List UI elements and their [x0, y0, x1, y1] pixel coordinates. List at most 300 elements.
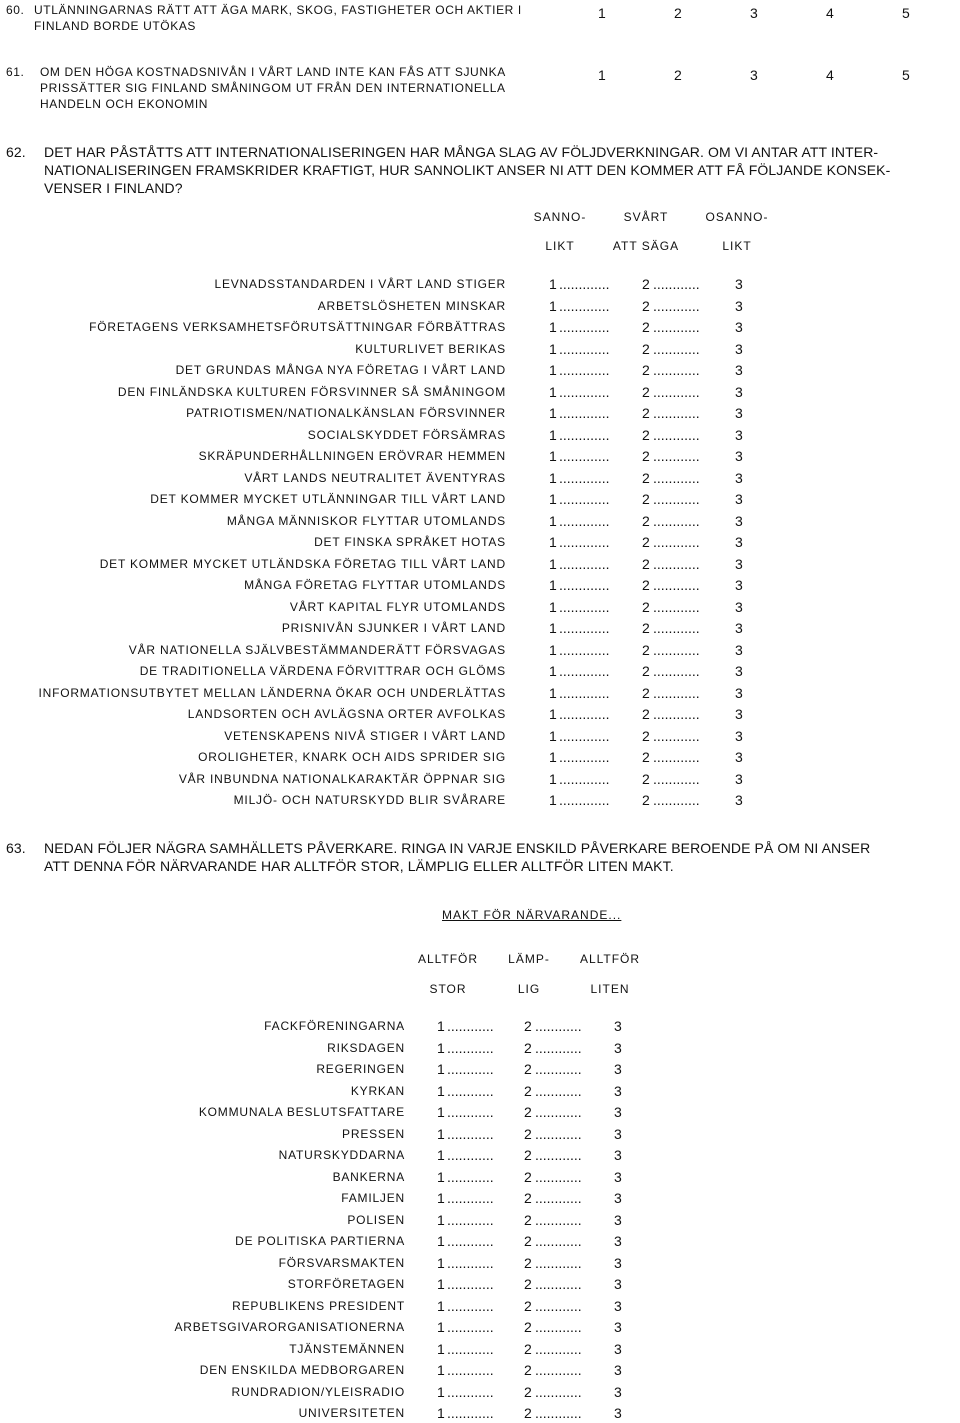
scale-option[interactable]: 3 [735, 276, 743, 292]
scale-option[interactable]: 2 [642, 383, 650, 400]
scale-leader-dots: ............ [653, 684, 700, 701]
item-row [0, 469, 743, 488]
scale-option[interactable]: 3 [735, 641, 743, 658]
scale-option[interactable]: 1 [437, 1082, 445, 1099]
scale-option[interactable]: 3 [735, 684, 743, 701]
scale-leader-dots: ............ [653, 770, 700, 787]
scale-option[interactable]: 3 [735, 620, 743, 636]
column-header: LIKT [722, 239, 752, 253]
scale-leader-dots: ............ [447, 1405, 494, 1421]
scale-leader-dots: ............ [447, 1297, 494, 1314]
scale-option[interactable]: 3 [614, 1147, 622, 1163]
question-text: DET HAR PÅSTÅTTS ATT INTERNATIONALISERINGEN HAR MÅNGA SLAG AV FÖLJDVERKNINGAR. OM VI ANTAR ATT INTER- NATIONALISERINGEN FRAMSKRIDER KRAFTIGT, HUR SANNOLIKT ANSER NI ATT DEN KOMMER ATT FÅ FÖLJANDE KONSEK- VENSER I FINLAND? [44, 144, 891, 196]
scale-option[interactable]: 1 [437, 1383, 445, 1400]
scale-option[interactable]: 1 [549, 727, 557, 744]
scale-option[interactable]: 1 [437, 1211, 445, 1228]
scale-leader-dots: ............ [535, 1340, 582, 1357]
scale-option[interactable]: 1 [549, 362, 557, 378]
scale-leader-dots: ............ [447, 1125, 494, 1142]
scale-option[interactable]: 3 [614, 1018, 622, 1034]
item-row [0, 684, 743, 703]
scale-option[interactable]: 4 [826, 5, 834, 21]
scale-option[interactable]: 3 [614, 1061, 622, 1077]
item-label: DE POLITISKA PARTIERNA [235, 1234, 405, 1248]
scale-leader-dots: ............. [559, 749, 610, 765]
scale-option[interactable]: 2 [642, 448, 650, 464]
scale-option[interactable]: 3 [614, 1104, 622, 1120]
item-label: REPUBLIKENS PRESIDENT [232, 1298, 405, 1313]
scale-leader-dots: ............ [653, 663, 700, 679]
scale-option[interactable]: 3 [735, 749, 743, 765]
scale-option[interactable]: 3 [735, 405, 743, 421]
scale-leader-dots: ............ [535, 1254, 582, 1271]
scale-leader-dots: ............ [447, 1340, 494, 1357]
scale-option[interactable]: 2 [642, 770, 650, 787]
item-row [0, 1211, 622, 1230]
scale-option[interactable]: 1 [549, 383, 557, 400]
scale-option[interactable]: 3 [614, 1082, 622, 1099]
item-row [0, 792, 743, 810]
scale-option[interactable]: 2 [642, 706, 650, 722]
item-row [0, 1254, 622, 1273]
scale-leader-dots: ............ [535, 1362, 582, 1378]
scale-option[interactable]: 3 [750, 67, 758, 83]
scale-leader-dots: ............ [535, 1319, 582, 1335]
scale-option[interactable]: 2 [642, 362, 650, 378]
item-label: STORFÖRETAGEN [287, 1277, 405, 1291]
scale-leader-dots: ............ [653, 598, 700, 615]
scale-option[interactable]: 1 [598, 5, 606, 21]
scale-option[interactable]: 1 [437, 1039, 445, 1056]
scale-leader-dots: ............ [447, 1276, 494, 1292]
scale-option[interactable]: 2 [524, 1168, 532, 1185]
question-text: NEDAN FÖLJER NÄGRA SAMHÄLLETS PÅVERKARE. RINGA IN VARJE ENSKILD PÅVERKARE BEROENDE PÅ OM NI ANSER ATT DENNA FÖR NÄRVARANDE HAR ALLTFÖR STOR, LÄMPLIG ELLER ALLTFÖR LITEN MAKT. [44, 840, 871, 874]
scale-option[interactable]: 3 [614, 1297, 622, 1314]
table-title: MAKT FÖR NÄRVARANDE... [442, 908, 622, 922]
scale-option[interactable]: 1 [437, 1276, 445, 1292]
scale-option[interactable]: 1 [549, 792, 557, 808]
scale-option[interactable]: 1 [437, 1168, 445, 1185]
column-header: ALLTFÖR [579, 952, 641, 966]
scale-option[interactable]: 1 [549, 469, 557, 486]
item-label: DEN ENSKILDA MEDBORGAREN [199, 1363, 405, 1377]
item-row [0, 1233, 622, 1251]
scale-option[interactable]: 3 [614, 1125, 622, 1142]
scale-option[interactable]: 1 [549, 448, 557, 464]
scale-option[interactable]: 3 [735, 706, 743, 722]
scale-option[interactable]: 3 [614, 1405, 622, 1421]
scale-option[interactable]: 1 [549, 534, 557, 550]
scale-option[interactable]: 3 [750, 5, 758, 21]
scale-option[interactable]: 2 [642, 469, 650, 486]
scale-option[interactable]: 2 [524, 1018, 532, 1034]
scale-option[interactable]: 3 [614, 1254, 622, 1271]
scale-option[interactable]: 2 [524, 1383, 532, 1400]
scale-option[interactable]: 3 [614, 1211, 622, 1228]
scale-option[interactable]: 1 [437, 1233, 445, 1249]
scale-leader-dots: ............ [653, 792, 700, 808]
scale-leader-dots: ............ [653, 706, 700, 722]
scale-option[interactable]: 3 [735, 534, 743, 550]
scale-option[interactable]: 3 [735, 340, 743, 357]
scale-leader-dots: ............ [653, 383, 700, 400]
item-label: DET FINSKA SPRÅKET HOTAS [314, 535, 506, 549]
item-row [0, 1276, 622, 1294]
item-row [0, 1405, 622, 1423]
item-label: KOMMUNALA BESLUTSFATTARE [198, 1105, 405, 1119]
scale-option[interactable]: 1 [437, 1319, 445, 1335]
item-label: PATRIOTISMEN/NATIONALKÄNSLAN FÖRSVINNER [186, 406, 506, 420]
item-row [0, 1319, 622, 1337]
scale-option[interactable]: 3 [614, 1362, 622, 1378]
scale-option[interactable]: 2 [642, 512, 650, 529]
scale-leader-dots: ............. [559, 684, 610, 701]
scale-option[interactable]: 1 [549, 405, 557, 421]
item-row [0, 1190, 622, 1208]
column-header: SANNO- [533, 210, 587, 224]
item-label: VÅRT LANDS NEUTRALITET ÄVENTYRAS [244, 470, 506, 485]
item-row [0, 620, 743, 638]
scale-option[interactable]: 2 [642, 684, 650, 701]
scale-option[interactable]: 3 [614, 1340, 622, 1357]
scale-option[interactable]: 2 [524, 1405, 532, 1421]
scale-option[interactable]: 5 [902, 67, 910, 83]
scale-option[interactable]: 2 [642, 426, 650, 443]
question-text: UTLÄNNINGARNAS RÄTT ATT ÄGA MARK, SKOG, FASTIGHETER OCH AKTIER I FINLAND BORDE UTÖKAS [34, 3, 522, 33]
scale-option[interactable]: 1 [549, 297, 557, 314]
item-label: FÖRETAGENS VERKSAMHETSFÖRUTSÄTTNINGAR FÖRBÄTTRAS [89, 320, 506, 334]
item-label: KYRKAN [350, 1083, 405, 1098]
scale-leader-dots: ............ [535, 1383, 582, 1400]
column-header: LIG [517, 982, 541, 996]
item-label: DET KOMMER MYCKET UTLÄNDSKA FÖRETAG TILL VÅRT LAND [99, 556, 506, 571]
scale-option[interactable]: 2 [524, 1039, 532, 1056]
item-label: ARBETSLÖSHETEN MINSKAR [317, 298, 506, 313]
scale-option[interactable]: 3 [614, 1233, 622, 1249]
scale-leader-dots: ............ [447, 1147, 494, 1163]
scale-leader-dots: ............ [653, 448, 700, 464]
scale-option[interactable]: 1 [437, 1340, 445, 1357]
item-label: SKRÄPUNDERHÅLLNINGEN ERÖVRAR HEMMEN [198, 449, 506, 463]
scale-option[interactable]: 2 [642, 641, 650, 658]
item-label: RIKSDAGEN [327, 1040, 405, 1055]
scale-leader-dots: ............ [653, 641, 700, 658]
scale-leader-dots: ............ [447, 1383, 494, 1400]
scale-leader-dots: ............ [535, 1125, 582, 1142]
scale-leader-dots: ............ [653, 534, 700, 550]
item-label: BANKERNA [332, 1169, 405, 1184]
scale-leader-dots: ............ [535, 1018, 582, 1034]
question-number: 60. [6, 3, 25, 17]
scale-option[interactable]: 2 [642, 577, 650, 593]
scale-option[interactable]: 3 [614, 1168, 622, 1185]
scale-leader-dots: ............. [559, 555, 610, 572]
scale-option[interactable]: 1 [437, 1254, 445, 1271]
scale-option[interactable]: 1 [549, 598, 557, 615]
item-row [0, 770, 743, 789]
scale-leader-dots: ............. [559, 469, 610, 486]
scale-leader-dots: ............ [447, 1362, 494, 1378]
scale-option[interactable]: 1 [549, 426, 557, 443]
scale-option[interactable]: 1 [549, 770, 557, 787]
scale-option[interactable]: 3 [735, 577, 743, 593]
scale-option[interactable]: 1 [437, 1125, 445, 1142]
item-row [0, 297, 743, 316]
item-row [0, 598, 743, 617]
item-row [0, 1082, 622, 1101]
scale-option[interactable]: 3 [735, 512, 743, 529]
scale-option[interactable]: 2 [524, 1319, 532, 1335]
scale-leader-dots: ............ [535, 1082, 582, 1099]
item-row [0, 1340, 622, 1359]
scale-leader-dots: ............ [447, 1082, 494, 1099]
scale-option[interactable]: 3 [735, 362, 743, 378]
scale-option[interactable]: 5 [902, 5, 910, 21]
scale-option[interactable]: 3 [614, 1276, 622, 1292]
question-number: 62. [6, 144, 26, 160]
scale-option[interactable]: 3 [735, 448, 743, 464]
scale-option[interactable]: 3 [735, 319, 743, 335]
item-label: DE TRADITIONELLA VÄRDENA FÖRVITTRAR OCH GLÖMS [139, 664, 506, 678]
scale-option[interactable]: 2 [524, 1147, 532, 1163]
scale-option[interactable]: 2 [642, 555, 650, 572]
scale-option[interactable]: 3 [614, 1190, 622, 1206]
scale-leader-dots: ............ [535, 1168, 582, 1185]
scale-option[interactable]: 1 [437, 1018, 445, 1034]
item-label: DET GRUNDAS MÅNGA NYA FÖRETAG I VÅRT LAND [175, 363, 506, 377]
scale-option[interactable]: 3 [735, 469, 743, 486]
scale-option[interactable]: 2 [524, 1061, 532, 1077]
scale-option[interactable]: 3 [735, 555, 743, 572]
item-row [0, 1125, 622, 1144]
scale-option[interactable]: 1 [598, 67, 606, 83]
scale-leader-dots: ............ [535, 1276, 582, 1292]
scale-option[interactable]: 3 [735, 770, 743, 787]
scale-leader-dots: ............. [559, 426, 610, 443]
scale-option[interactable]: 2 [642, 620, 650, 636]
scale-option[interactable]: 3 [735, 297, 743, 314]
scale-option[interactable]: 2 [674, 5, 682, 21]
scale-option[interactable]: 3 [735, 383, 743, 400]
scale-option[interactable]: 1 [549, 663, 557, 679]
scale-option[interactable]: 1 [549, 340, 557, 357]
scale-option[interactable]: 2 [642, 319, 650, 335]
item-row [0, 577, 743, 595]
item-row [0, 706, 743, 724]
scale-option[interactable]: 3 [735, 792, 743, 808]
item-row [0, 362, 743, 380]
scale-leader-dots: ............ [653, 469, 700, 486]
item-row [0, 276, 743, 294]
question-number: 63. [6, 840, 26, 856]
scale-option[interactable]: 4 [826, 67, 834, 83]
scale-option[interactable]: 1 [549, 512, 557, 529]
item-row [0, 1383, 622, 1402]
scale-option[interactable]: 2 [524, 1190, 532, 1206]
scale-leader-dots: ............ [535, 1061, 582, 1077]
item-label: VÅR INBUNDNA NATIONALKARAKTÄR ÖPPNAR SIG [178, 771, 506, 786]
item-row [0, 405, 743, 423]
column-header: OSANNO- [705, 210, 769, 224]
scale-option[interactable]: 2 [642, 491, 650, 507]
scale-leader-dots: ............. [559, 405, 610, 421]
scale-option[interactable]: 1 [549, 706, 557, 722]
scale-option[interactable]: 1 [549, 555, 557, 572]
column-header: LÄMP- [508, 952, 550, 966]
scale-option[interactable]: 1 [549, 276, 557, 292]
scale-leader-dots: ............ [447, 1018, 494, 1034]
scale-option[interactable]: 1 [437, 1297, 445, 1314]
scale-option[interactable]: 2 [642, 792, 650, 808]
question-number: 61. [6, 65, 25, 79]
scale-leader-dots: ............ [653, 319, 700, 335]
scale-option[interactable]: 2 [642, 340, 650, 357]
scale-option[interactable]: 1 [437, 1190, 445, 1206]
scale-option[interactable]: 3 [735, 727, 743, 744]
item-row [0, 1039, 622, 1058]
scale-option[interactable]: 1 [549, 641, 557, 658]
scale-option[interactable]: 2 [524, 1276, 532, 1292]
column-header: LITEN [590, 982, 630, 996]
scale-option[interactable]: 1 [549, 684, 557, 701]
scale-option[interactable]: 1 [437, 1104, 445, 1120]
scale-leader-dots: ............ [447, 1061, 494, 1077]
scale-option[interactable]: 2 [642, 663, 650, 679]
scale-option[interactable]: 2 [524, 1082, 532, 1099]
scale-option[interactable]: 1 [549, 620, 557, 636]
question-text: OM DEN HÖGA KOSTNADSNIVÅN I VÅRT LAND INTE KAN FÅS ATT SJUNKA PRISSÄTTER SIG FINLAND SMÅNINGOM UT FRÅN DEN INTERNATIONELLA HANDELN OCH EKONOMIN [40, 65, 506, 111]
scale-option[interactable]: 1 [437, 1147, 445, 1163]
scale-option[interactable]: 1 [549, 749, 557, 765]
scale-option[interactable]: 3 [614, 1383, 622, 1400]
item-label: LANDSORTEN OCH AVLÄGSNA ORTER AVFOLKAS [187, 707, 506, 721]
scale-leader-dots: ............ [535, 1190, 582, 1206]
scale-leader-dots: ............ [447, 1319, 494, 1335]
item-label: OROLIGHETER, KNARK OCH AIDS SPRIDER SIG [198, 750, 506, 764]
scale-option[interactable]: 2 [642, 727, 650, 744]
item-row [0, 1297, 622, 1316]
item-label: VÅRT KAPITAL FLYR UTOMLANDS [289, 599, 506, 614]
item-label: FACKFÖRENINGARNA [264, 1019, 405, 1033]
scale-option[interactable]: 2 [642, 405, 650, 421]
scale-option[interactable]: 2 [524, 1125, 532, 1142]
scale-leader-dots: ............ [653, 555, 700, 572]
scale-option[interactable]: 2 [642, 297, 650, 314]
item-label: MÅNGA MÄNNISKOR FLYTTAR UTOMLANDS [226, 513, 506, 528]
scale-leader-dots: ............. [559, 620, 610, 636]
scale-option[interactable]: 2 [642, 534, 650, 550]
scale-leader-dots: ............. [559, 663, 610, 679]
scale-leader-dots: ............. [559, 276, 610, 292]
scale-option[interactable]: 2 [642, 276, 650, 292]
scale-leader-dots: ............ [653, 749, 700, 765]
scale-leader-dots: ............ [535, 1147, 582, 1163]
item-row [0, 534, 743, 552]
item-label: DEN FINLÄNDSKA KULTUREN FÖRSVINNER SÅ SMÅNINGOM [117, 384, 506, 399]
scale-leader-dots: ............ [535, 1104, 582, 1120]
scale-leader-dots: ............. [559, 534, 610, 550]
scale-leader-dots: ............. [559, 319, 610, 335]
scale-option[interactable]: 2 [642, 598, 650, 615]
scale-option[interactable]: 3 [735, 598, 743, 615]
scale-option[interactable]: 2 [524, 1340, 532, 1357]
scale-option[interactable]: 3 [735, 663, 743, 679]
item-row [0, 319, 743, 337]
item-row [0, 1018, 622, 1036]
scale-option[interactable]: 3 [614, 1039, 622, 1056]
item-row [0, 491, 743, 509]
item-row [0, 383, 743, 402]
scale-leader-dots: ............ [447, 1168, 494, 1185]
scale-option[interactable]: 1 [437, 1362, 445, 1378]
item-row [0, 1147, 622, 1165]
scale-option[interactable]: 3 [735, 426, 743, 443]
scale-leader-dots: ............ [535, 1211, 582, 1228]
item-row [0, 727, 743, 746]
scale-leader-dots: ............. [559, 727, 610, 744]
scale-option[interactable]: 2 [524, 1104, 532, 1120]
scale-leader-dots: ............ [653, 362, 700, 378]
item-label: FÖRSVARSMAKTEN [278, 1255, 405, 1270]
scale-leader-dots: ............. [559, 706, 610, 722]
scale-leader-dots: ............. [559, 448, 610, 464]
scale-leader-dots: ............ [653, 426, 700, 443]
item-row [0, 641, 743, 660]
item-label: PRISNIVÅN SJUNKER I VÅRT LAND [281, 621, 506, 635]
scale-option[interactable]: 1 [549, 491, 557, 507]
item-label: TJÄNSTEMÄNNEN [289, 1341, 405, 1356]
scale-option[interactable]: 2 [524, 1254, 532, 1271]
item-label: REGERINGEN [316, 1062, 405, 1076]
column-header: LIKT [545, 239, 575, 253]
scale-leader-dots: ............ [447, 1190, 494, 1206]
scale-option[interactable]: 1 [437, 1061, 445, 1077]
item-row [0, 1104, 622, 1122]
item-label: VÅR NATIONELLA SJÄLVBESTÄMMANDERÄTT FÖRSVAGAS [128, 642, 506, 657]
item-label: KULTURLIVET BERIKAS [355, 341, 506, 356]
scale-option[interactable]: 2 [524, 1211, 532, 1228]
scale-option[interactable]: 2 [674, 67, 682, 83]
scale-option[interactable]: 3 [735, 491, 743, 507]
scale-leader-dots: ............ [535, 1039, 582, 1056]
scale-option[interactable]: 1 [549, 319, 557, 335]
scale-option[interactable]: 1 [437, 1405, 445, 1421]
item-row [0, 663, 743, 681]
scale-leader-dots: ............. [559, 491, 610, 507]
scale-leader-dots: ............. [559, 340, 610, 357]
scale-leader-dots: ............ [653, 620, 700, 636]
item-row [0, 555, 743, 574]
scale-leader-dots: ............ [653, 276, 700, 292]
column-header: ATT SÄGA [612, 239, 680, 253]
scale-option[interactable]: 2 [642, 749, 650, 765]
scale-option[interactable]: 1 [549, 577, 557, 593]
scale-option[interactable]: 3 [614, 1319, 622, 1335]
scale-leader-dots: ............ [447, 1211, 494, 1228]
scale-leader-dots: ............ [535, 1297, 582, 1314]
item-row [0, 448, 743, 466]
scale-option[interactable]: 2 [524, 1233, 532, 1249]
scale-leader-dots: ............. [559, 577, 610, 593]
item-label: PRESSEN [342, 1126, 405, 1141]
scale-leader-dots: ............. [559, 792, 610, 808]
scale-option[interactable]: 2 [524, 1297, 532, 1314]
scale-option[interactable]: 2 [524, 1362, 532, 1378]
item-row [0, 1362, 622, 1380]
item-label: FAMILJEN [341, 1191, 405, 1205]
column-header: SVÅRT [623, 210, 669, 224]
scale-leader-dots: ............ [653, 491, 700, 507]
